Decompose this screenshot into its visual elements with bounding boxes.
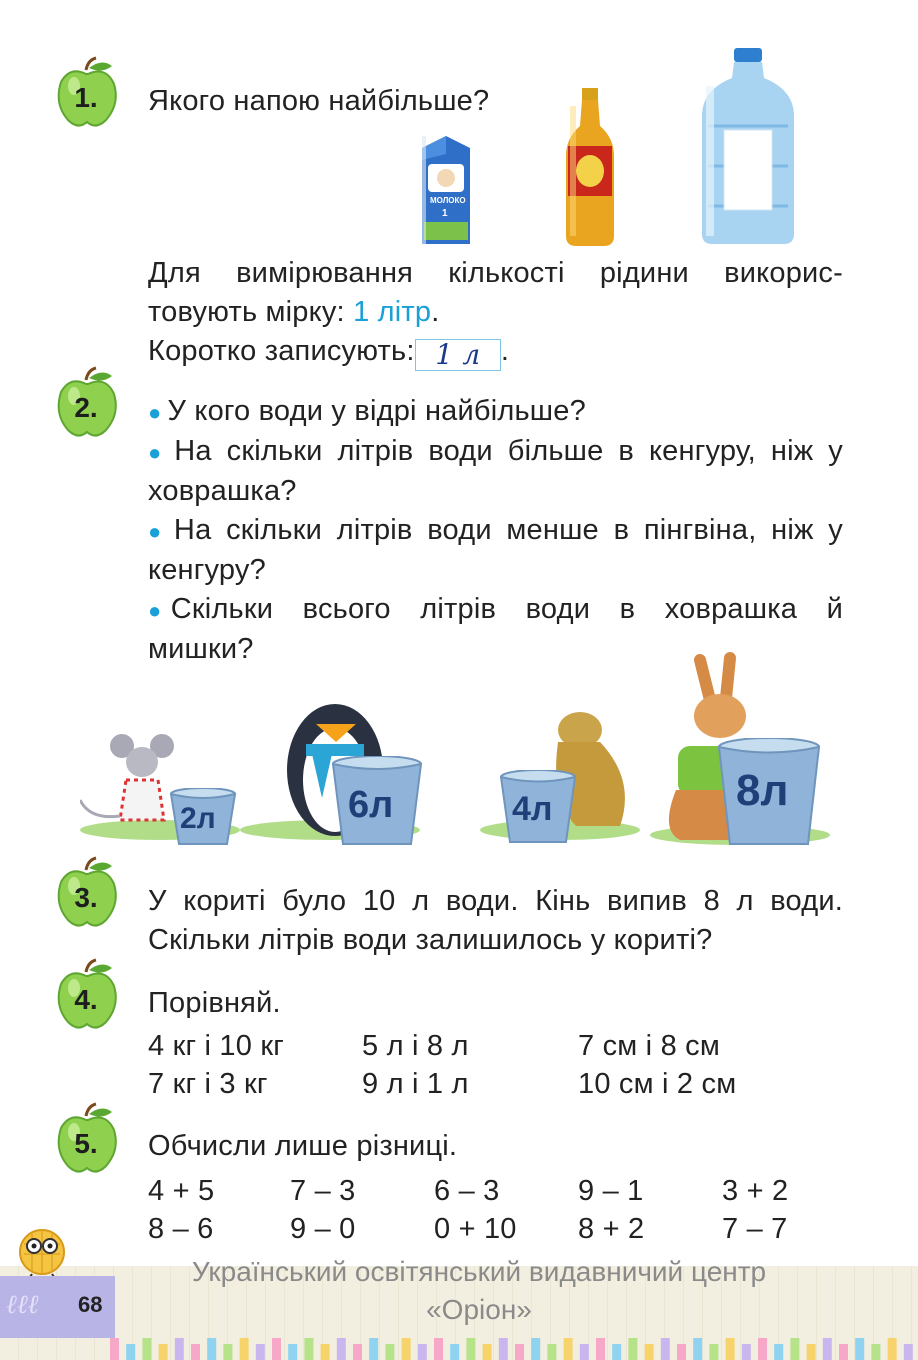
juice-bottle-image xyxy=(564,86,616,248)
info-line-1: Для вимірювання кількості рідини викорис- xyxy=(148,257,843,289)
task-2-bullets xyxy=(148,392,843,669)
footer-stripe xyxy=(256,1344,265,1360)
footer-stripe xyxy=(790,1338,799,1360)
task-5-apple-icon xyxy=(56,1102,120,1174)
bullet-item-1: ● У кого води у відрі найбільше? xyxy=(148,395,586,427)
footer-stripe xyxy=(612,1344,621,1360)
liter-term: 1 літр xyxy=(353,296,432,328)
footer-stripe xyxy=(223,1344,232,1360)
footer-stripe xyxy=(839,1344,848,1360)
bullet-item-2: ● На скільки літрів води більше в кенгуру, ніж у ховрашка? xyxy=(148,435,843,507)
animals-illustration xyxy=(80,650,840,850)
calc-item: 8 – 6 xyxy=(148,1213,214,1245)
milk-volume: 1 xyxy=(442,208,448,219)
footer-stripe xyxy=(240,1338,249,1360)
footer-stripe xyxy=(855,1338,864,1360)
task-4-title: Порівняй. xyxy=(148,987,281,1019)
calc-item: 9 – 0 xyxy=(290,1213,356,1245)
info-line-3 xyxy=(148,332,509,371)
task-5-title: Обчисли лише різниці. xyxy=(148,1130,458,1162)
task-number: 1. xyxy=(74,82,98,113)
footer-stripe xyxy=(353,1344,362,1360)
footer-stripe xyxy=(499,1338,508,1360)
compare-item: 4 кг і 10 кг xyxy=(148,1030,284,1062)
footer-stripe xyxy=(434,1338,443,1360)
footer-stripe xyxy=(774,1344,783,1360)
footer-stripe xyxy=(369,1338,378,1360)
footer-stripe xyxy=(596,1338,605,1360)
task-1-apple-icon xyxy=(56,56,120,128)
calc-item: 4 + 5 xyxy=(148,1175,215,1207)
task-4-apple-icon xyxy=(56,958,120,1030)
bucket-label: 8л xyxy=(736,766,789,815)
calc-item: 7 – 7 xyxy=(722,1213,788,1245)
footer-stripe xyxy=(807,1344,816,1360)
liter-abbr-box: 1 л xyxy=(415,339,501,371)
calc-grid xyxy=(148,1172,848,1252)
footer-stripe xyxy=(531,1338,540,1360)
footer-stripe xyxy=(871,1344,880,1360)
task-number: 2. xyxy=(74,392,98,423)
task-2-apple-icon xyxy=(56,366,120,438)
footer-stripe xyxy=(645,1344,654,1360)
footer-stripe xyxy=(142,1338,151,1360)
water-bottle-image xyxy=(698,46,798,246)
footer-stripe xyxy=(823,1338,832,1360)
compare-item: 5 л і 8 л xyxy=(362,1030,469,1062)
milk-label: МОЛОКО xyxy=(430,196,466,205)
compare-item: 7 кг і 3 кг xyxy=(148,1068,268,1100)
page-number: 68 xyxy=(78,1292,103,1317)
footer-stripe xyxy=(402,1338,411,1360)
bullet-text: На скільки літрів води більше в кенгуру, ніж у ховрашка? xyxy=(148,435,843,507)
info-line-2-text: товують мірку: xyxy=(148,296,354,328)
bucket-label: 4л xyxy=(512,790,553,828)
footer-stripe xyxy=(191,1344,200,1360)
bullet-text: На скільки літрів води менше в пінгвіна, ніж у кенгуру? xyxy=(148,514,843,586)
footer-stripe xyxy=(709,1344,718,1360)
footer-stripe xyxy=(742,1344,751,1360)
bucket-label: 6л xyxy=(348,784,394,826)
publisher-line-1: Український освітянський видавничий центр xyxy=(191,1256,767,1287)
bucket-kangaroo xyxy=(718,738,820,846)
footer-stripe xyxy=(418,1344,427,1360)
compare-item: 7 см і 8 см xyxy=(578,1030,721,1062)
footer-stripe xyxy=(450,1344,459,1360)
publisher-line-2: «Оріон» xyxy=(426,1294,532,1325)
milk-carton-image xyxy=(418,134,474,246)
footer-stripe xyxy=(385,1344,394,1360)
footer-stripe xyxy=(628,1338,637,1360)
footer-stripe xyxy=(726,1338,735,1360)
footer-stripe xyxy=(337,1338,346,1360)
info-line-2-end: . xyxy=(431,296,440,328)
task-3-text: У кориті було 10 л води. Кінь випив 8 л води. Скільки літрів води залишилось у кориті? xyxy=(148,885,843,956)
footer-stripe xyxy=(758,1338,767,1360)
footer-stripe xyxy=(304,1338,313,1360)
calc-item: 7 – 3 xyxy=(290,1175,356,1207)
bucket-penguin xyxy=(332,756,422,846)
info-line-3-text: Коротко записують: xyxy=(148,335,423,367)
bucket-mouse xyxy=(170,788,236,846)
footer-stripe xyxy=(483,1344,492,1360)
task-1-question: Якого напою найбільше? xyxy=(148,85,490,117)
decorative-squiggle-icon: ℓℓℓ xyxy=(6,1290,39,1320)
compare-grid xyxy=(148,1027,848,1107)
footer-stripe xyxy=(564,1338,573,1360)
footer-stripe xyxy=(677,1344,686,1360)
bucket-label: 2л xyxy=(180,802,216,835)
info-line-2 xyxy=(148,293,440,332)
bullet-text: Скільки всього літрів води в ховрашка й мишки? xyxy=(148,593,843,665)
footer-stripe xyxy=(126,1344,135,1360)
calc-item: 6 – 3 xyxy=(434,1175,500,1207)
calc-item: 9 – 1 xyxy=(578,1175,644,1207)
footer-stripe xyxy=(547,1344,556,1360)
footer-stripe xyxy=(321,1344,330,1360)
footer-stripe xyxy=(888,1338,897,1360)
footer-color-stripes xyxy=(110,1338,918,1360)
calc-item: 0 + 10 xyxy=(434,1213,517,1245)
footer-stripe xyxy=(272,1338,281,1360)
task-number: 4. xyxy=(74,984,98,1015)
footer-stripe xyxy=(110,1338,119,1360)
info-line-3-end: . xyxy=(500,335,510,367)
footer-stripe xyxy=(580,1344,589,1360)
footer-stripe xyxy=(904,1344,913,1360)
footer-stripe xyxy=(159,1344,168,1360)
footer-stripe xyxy=(693,1338,702,1360)
footer-stripe xyxy=(466,1338,475,1360)
compare-item: 9 л і 1 л xyxy=(362,1068,469,1100)
bucket-gopher xyxy=(500,770,576,844)
task-3-apple-icon xyxy=(56,856,120,928)
bullet-item-4: ● Скільки всього літрів води в ховрашка й мишки? xyxy=(148,593,843,665)
footer-stripe xyxy=(661,1338,670,1360)
task-number: 5. xyxy=(74,1128,98,1159)
bullet-item-3: ● На скільки літрів води менше в пінгвіна, ніж у кенгуру? xyxy=(148,514,843,586)
footer-stripe xyxy=(207,1338,216,1360)
task-number: 3. xyxy=(74,882,98,913)
footer-stripe xyxy=(288,1344,297,1360)
calc-item: 8 + 2 xyxy=(578,1213,645,1245)
calc-item: 3 + 2 xyxy=(722,1175,789,1207)
footer-stripe xyxy=(515,1344,524,1360)
footer-stripe xyxy=(175,1338,184,1360)
bullet-text: У кого води у відрі найбільше? xyxy=(167,395,586,427)
compare-item: 10 см і 2 см xyxy=(578,1068,737,1100)
